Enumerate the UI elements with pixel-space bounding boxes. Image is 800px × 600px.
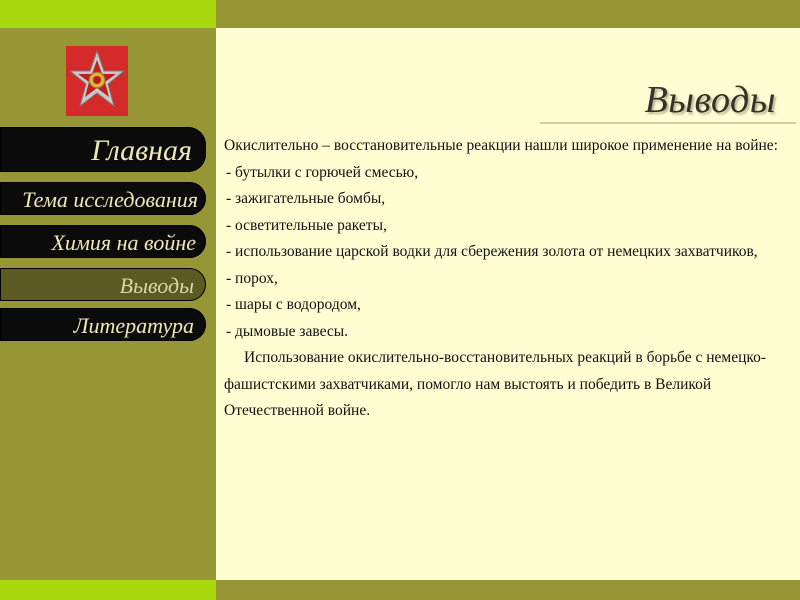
list-item: - осветительные ракеты, [226, 216, 387, 234]
list-item: - дымовые завесы. [226, 322, 349, 340]
nav-conclusions[interactable]: Выводы [0, 268, 206, 301]
order-star-emblem-icon [66, 46, 128, 116]
list-item: - шары с водородом, [226, 296, 361, 313]
list-item: - использование царской водки для сбережения золота от немецких захватчиков, [226, 243, 758, 260]
top-right-bar [216, 0, 800, 28]
list-item: - зажигательные бомбы, [226, 190, 386, 207]
list-item: - порох, [226, 269, 278, 287]
title-divider [540, 122, 796, 124]
nav-research-topic[interactable]: Тема исследования [0, 182, 206, 215]
bottom-left-bar [0, 580, 216, 600]
top-left-bar [0, 0, 216, 28]
content-body [224, 133, 784, 425]
nav-chemistry-at-war[interactable]: Химия на войне [0, 225, 206, 258]
intro-text: Окислительно – восстановительные реакции нашли широкое применение на войне: [224, 137, 778, 154]
nav-literature[interactable]: Литература [0, 308, 206, 341]
conclusion-text: Использование окислительно-восстановительных реакций в борьбе с немецко-фашистскими захватчиками, помогло нам выстоять и победить в Великой Отечественной войне. [224, 349, 767, 419]
page-title: Выводы [644, 79, 776, 121]
nav-home[interactable]: Главная [0, 127, 206, 172]
bottom-right-bar [216, 580, 800, 600]
list-item: - бутылки с горючей смесью, [226, 163, 419, 181]
